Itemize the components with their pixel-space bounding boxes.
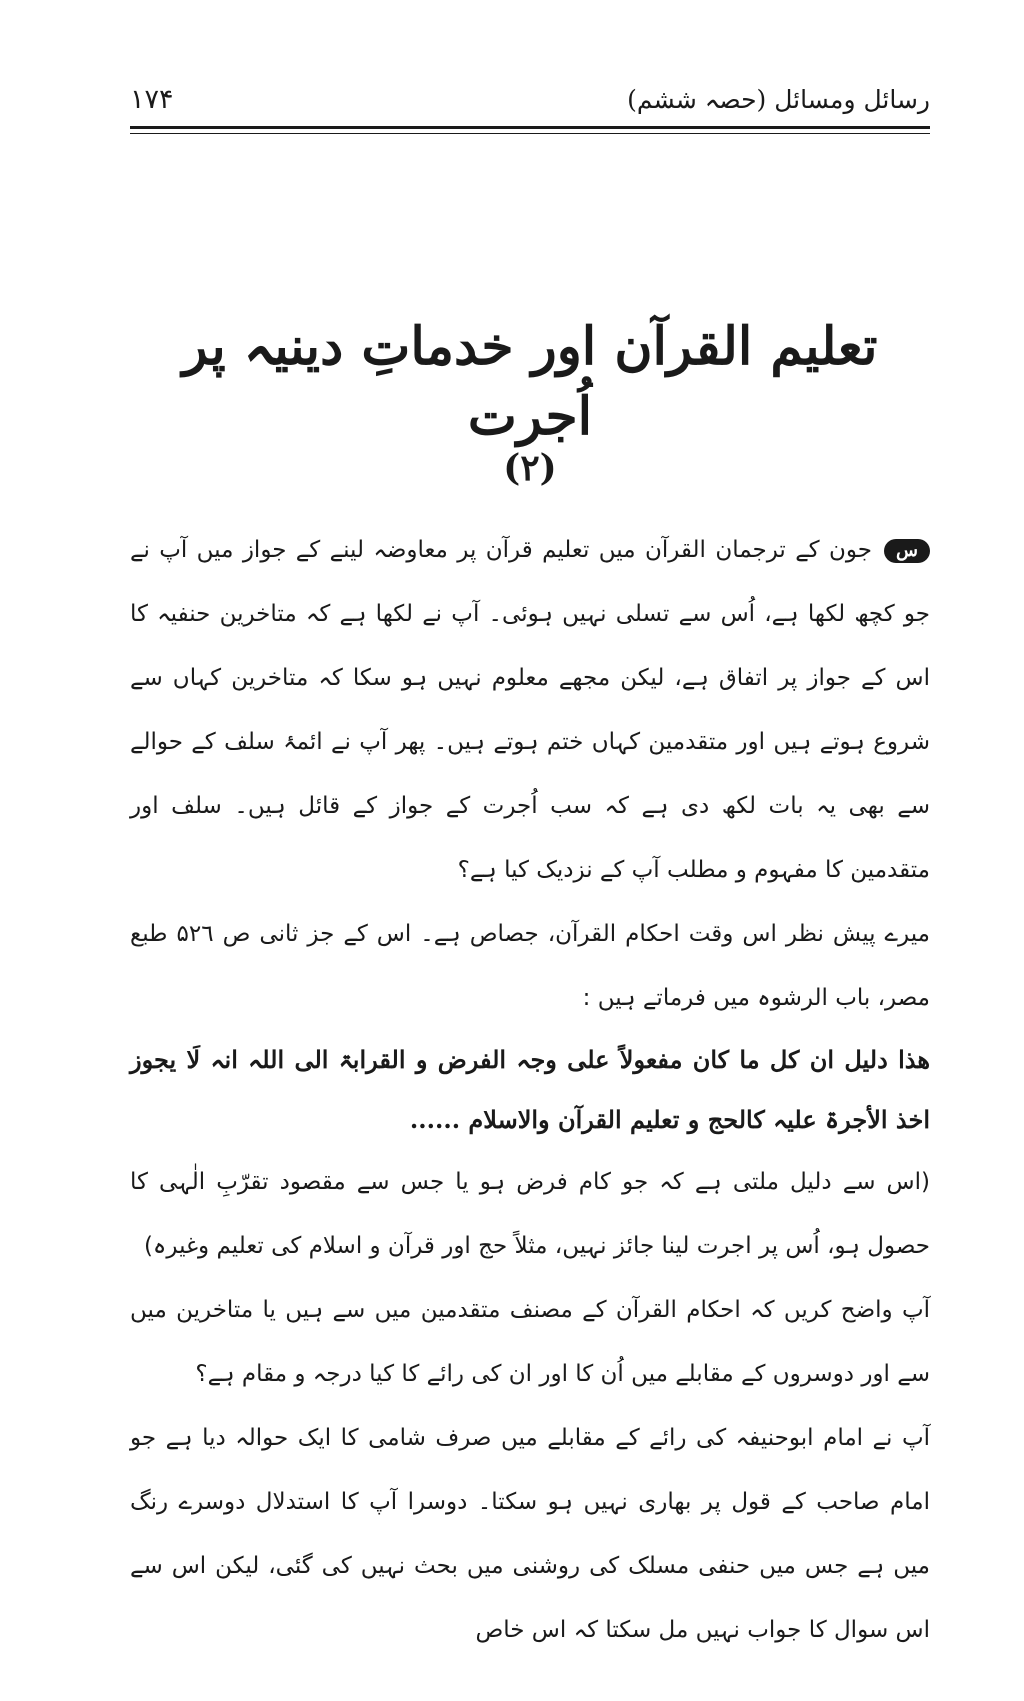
question-badge: س: [884, 539, 930, 563]
question-paragraph-4: آپ نے امام ابوحنیفہ کی رائے کے مقابلے میں صرف شامی کا ایک حوالہ دیا ہے جو امام صاحب کے قول پر بھاری نہیں ہو سکتا۔ دوسرا آپ کا استدلال دوسرے رنگ میں ہے جس میں حنفی مسلک کی روشنی میں بحث نہیں کی گئی، لیکن اس سے اس سوال کا جواب نہیں مل سکتا کہ اس خاص: [130, 1425, 930, 1643]
page-header: [130, 82, 930, 122]
question-paragraph-1: [130, 518, 930, 902]
running-head: رسائل ومسائل (حصہ ششم): [627, 85, 930, 114]
part-number: (۲): [503, 447, 557, 489]
header-rule-thin: [130, 133, 930, 134]
question-paragraph-2: میرے پیش نظر اس وقت احکام القرآن، جصاص ہے۔ اس کے جز ثانی ص ۵۲٦ طبع مصر، باب الرشوہ میں فرماتے ہیں :: [130, 921, 930, 1011]
body-text: [130, 518, 930, 1662]
question-paragraph-1-text: جون کے ترجمان القرآن میں تعلیم قرآن پر معاوضہ لینے کے جواز میں آپ نے جو کچھ لکھا ہے، اُس سے تسلی نہیں ہوئی۔ آپ نے لکھا ہے کہ متاخرین حنفیہ کا اس کے جواز پر اتفاق ہے، لیکن مجھے معلوم نہیں ہو سکا کہ متاخرین کہاں سے شروع ہوتے ہیں اور متقدمین کہاں ختم ہوتے ہیں۔ پھر آپ نے ائمۂ سلف کے حوالے سے بھی یہ بات لکھ دی ہے کہ سب اُجرت کے جواز کے قائل ہیں۔ سلف اور متقدمین کا مفہوم و مطلب آپ کے نزدیک کیا ہے؟: [130, 537, 930, 883]
quote-translation: (اس سے دلیل ملتی ہے کہ جو کام فرض ہو یا جس سے مقصود تقرّبِ الٰہی کا حصول ہو، اُس پر اجرت لینا جائز نہیں، مثلاً حج اور قرآن و اسلام کی تعلیم وغیرہ): [130, 1169, 930, 1259]
header-rule-thick: [130, 126, 930, 129]
chapter-title: تعلیم القرآن اور خدماتِ دینیہ پر اُجرت: [182, 316, 878, 447]
page-number: ۱۷۴: [130, 84, 174, 115]
arabic-quote: ھذا دلیل ان کل ما کان مفعولاً علی وجہ الفرض و القرابۃ الی اللہ انہ لَا یجوز اخذ الأجرۃ علیہ کالحج و تعلیم القرآن والاسلام ......: [130, 1045, 930, 1134]
question-paragraph-3: آپ واضح کریں کہ احکام القرآن کے مصنف متقدمین میں سے ہیں یا متاخرین میں سے اور دوسروں کے مقابلے میں اُن کا اور ان کی رائے کا کیا درجہ و مقام ہے؟: [130, 1297, 930, 1387]
